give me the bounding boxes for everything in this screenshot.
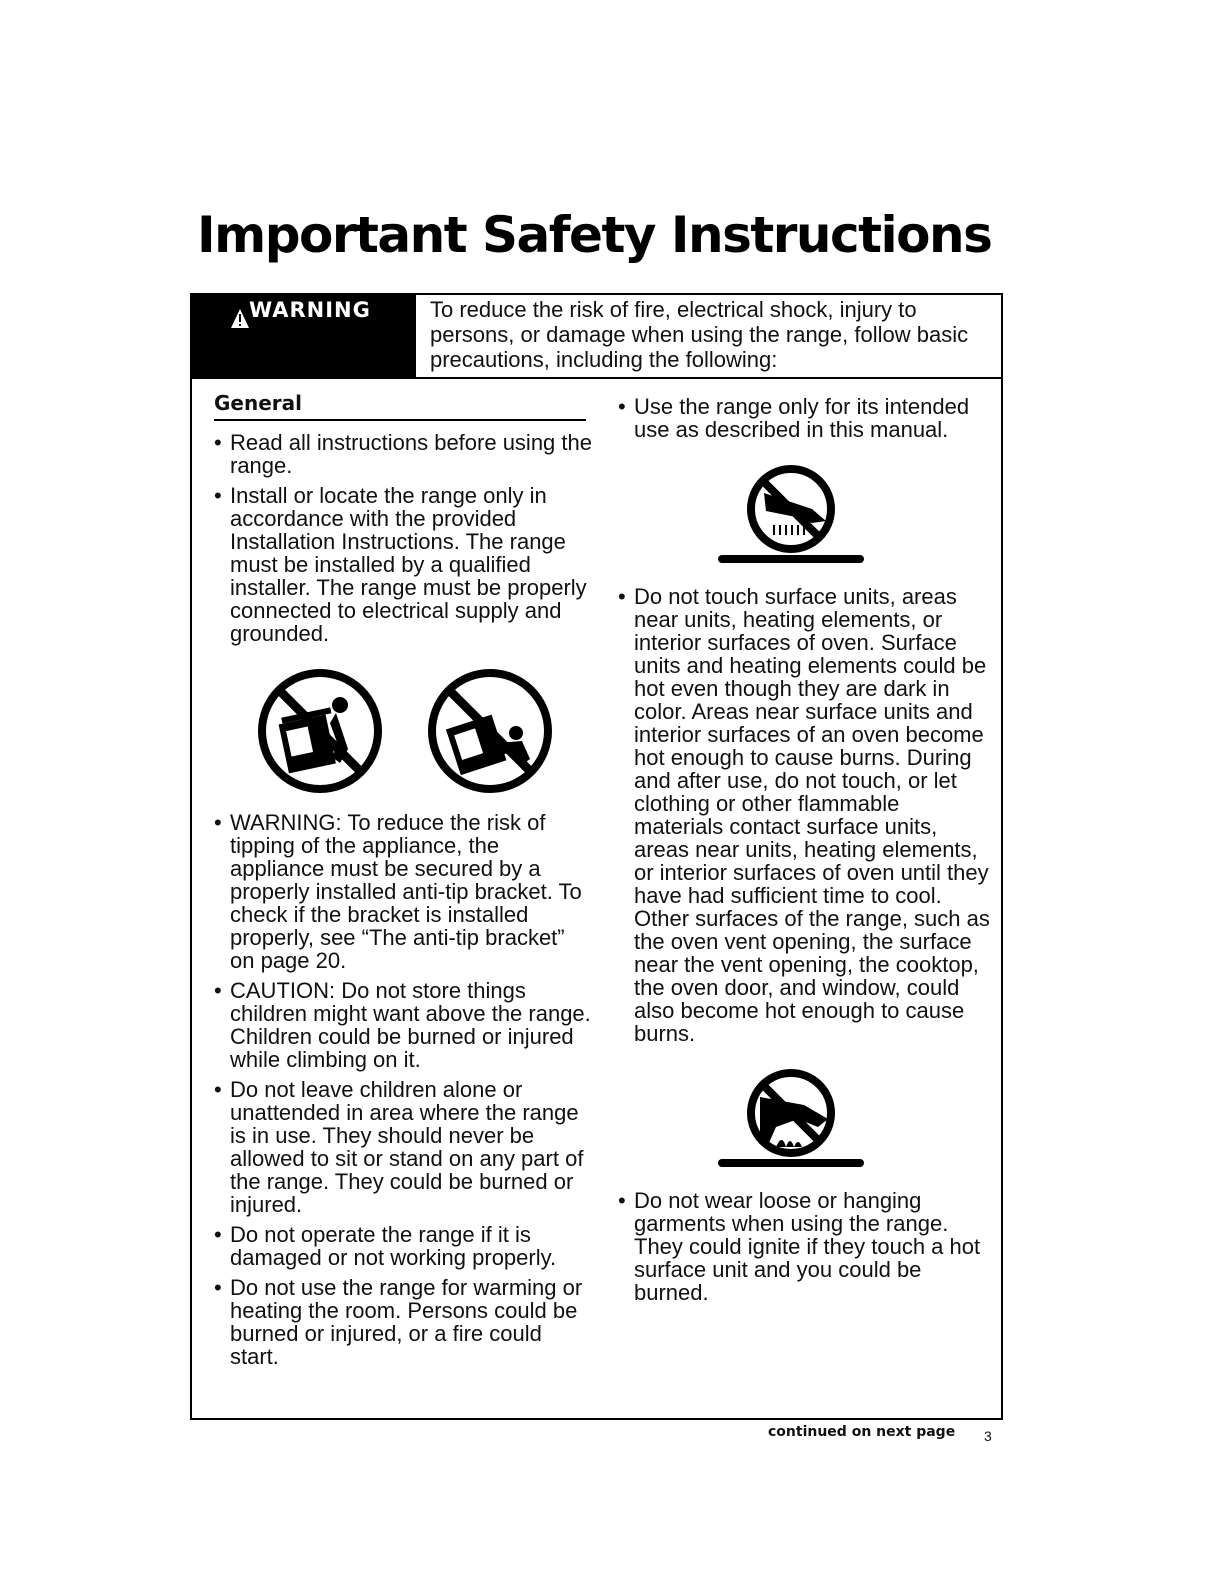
warning-label	[192, 295, 416, 377]
general-list-top	[214, 431, 594, 645]
list-item: • WARNING: To reduce the risk of tipping of the appliance, the appliance must be secured by a properly installed anti-tip bracket. To check if the bracket is installed properly, see “The anti-tip bracket” on page 20.	[214, 811, 594, 972]
page-title: Important Safety Instructions	[197, 206, 992, 264]
no-climbing-icon	[426, 667, 554, 795]
list-item: • Do not operate the range if it is damaged or not working properly.	[214, 1223, 594, 1269]
warning-text: To reduce the risk of fire, electrical shock, injury to persons, or damage when using the range, follow basic precautions, including the following:	[430, 297, 969, 372]
list-item: • Read all instructions before using the range.	[214, 431, 594, 477]
right-list-3	[618, 1189, 994, 1304]
right-list-2	[618, 585, 994, 1045]
warning-banner	[192, 295, 1001, 379]
general-heading: General	[214, 391, 302, 415]
tipping-icons	[214, 667, 594, 797]
hot-surface-icon-wrap	[618, 463, 994, 571]
list-item: • Do not leave children alone or unattended in area where the range is in use. They should never be allowed to sit or stand on any part of the range. They could be burned or injured.	[214, 1078, 594, 1216]
no-touch-hot-surface-icon	[716, 463, 866, 569]
no-tipping-range-icon	[256, 667, 384, 795]
list-item: • Do not touch surface units, areas near units, heating elements, or interior surfaces of oven. Surface units and heating elements could be hot even though they are dark in color. Areas near surface units and interior surfaces of an oven become hot enough to cause burns. During and after use, do not touch, or let clothing or other flammable materials contact surface units, areas near units, heating elements, or interior surfaces of oven until they have had sufficient time to cool. Other surfaces of the range, such as the oven vent opening, the surface near the vent opening, the cooktop, the oven door, and window, could also become hot enough to cause burns.	[618, 585, 994, 1045]
list-item: • Install or locate the range only in accordance with the provided Installation Instructions. The range must be installed by a qualified installer. The range must be properly connected to electrical supply and grounded.	[214, 484, 594, 645]
warning-word: WARNING	[249, 298, 371, 322]
general-column	[214, 391, 594, 1375]
list-item: • Use the range only for its intended use as described in this manual.	[618, 395, 994, 441]
loose-clothing-icon-wrap	[618, 1067, 994, 1175]
no-loose-clothing-icon	[716, 1067, 866, 1173]
list-item: • CAUTION: Do not store things children might want above the range. Children could be burned or injured while climbing on it.	[214, 979, 594, 1071]
right-column	[618, 395, 994, 1311]
list-item: • Do not wear loose or hanging garments when using the range. They could ignite if they touch a hot surface unit and you could be burned.	[618, 1189, 994, 1304]
warning-triangle-icon	[230, 301, 250, 331]
instructions-frame	[190, 293, 1003, 1420]
general-list-bottom	[214, 811, 594, 1368]
continued-note: continued on next page	[768, 1424, 956, 1440]
page-number: 3	[984, 1428, 992, 1444]
list-item: • Do not use the range for warming or heating the room. Persons could be burned or injured, or a fire could start.	[214, 1276, 594, 1368]
right-list-1	[618, 395, 994, 441]
heading-divider	[214, 419, 586, 421]
